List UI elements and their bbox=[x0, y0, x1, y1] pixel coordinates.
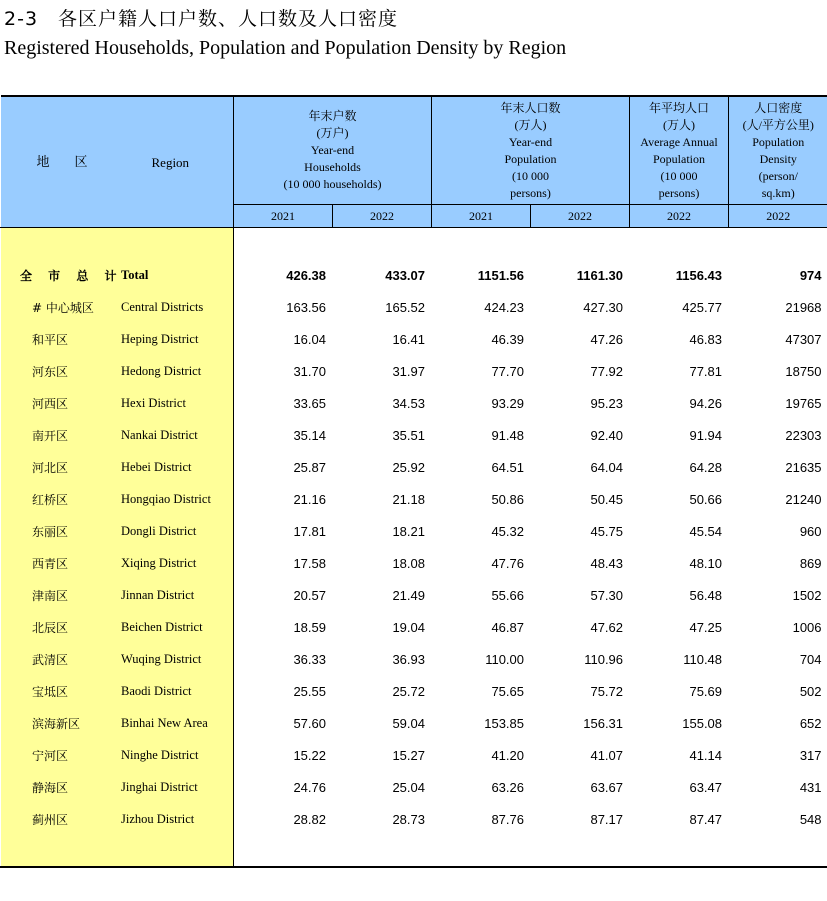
value-cell: 960 bbox=[799, 523, 822, 539]
value-cell: 47.62 bbox=[590, 619, 624, 635]
value-cell: 21240 bbox=[785, 491, 822, 507]
value-cell: 28.73 bbox=[392, 811, 425, 827]
region-name-en: Hedong District bbox=[121, 363, 202, 378]
table-row bbox=[1, 643, 827, 675]
value-cell: 55.66 bbox=[491, 587, 524, 603]
table-body bbox=[1, 228, 827, 868]
table-row bbox=[1, 323, 827, 355]
region-name-en: Binhai New Area bbox=[121, 715, 208, 730]
value-cell: 91.94 bbox=[689, 427, 723, 443]
value-cell: 1161.30 bbox=[576, 267, 624, 283]
region-cell bbox=[1, 387, 234, 419]
empty-cell bbox=[234, 835, 827, 867]
households-header bbox=[234, 96, 432, 205]
value-cell: 153.85 bbox=[484, 715, 524, 731]
value-cell: 50.86 bbox=[491, 491, 524, 507]
value-cell: 33.65 bbox=[293, 395, 326, 411]
table-row bbox=[1, 419, 827, 451]
region-name-en: Heping District bbox=[121, 331, 199, 346]
value-cell: 56.48 bbox=[689, 587, 723, 603]
value-cell: 95.23 bbox=[590, 395, 624, 411]
households-header-en2: Households bbox=[304, 160, 361, 174]
value-cell: 63.67 bbox=[590, 779, 624, 795]
value-cell: 18.59 bbox=[293, 619, 326, 635]
value-cell: 46.39 bbox=[491, 331, 524, 347]
density-header bbox=[729, 96, 827, 205]
region-name-en: Beichen District bbox=[121, 619, 203, 634]
value-cell: 25.55 bbox=[293, 683, 326, 699]
region-name-en: Dongli District bbox=[121, 523, 197, 538]
region-cell bbox=[1, 803, 234, 835]
region-cell bbox=[1, 291, 234, 323]
table-row bbox=[1, 451, 827, 483]
value-cell: 28.82 bbox=[293, 811, 326, 827]
region-name-cn: 和平区 bbox=[32, 332, 69, 347]
value-cell: 63.47 bbox=[689, 779, 723, 795]
value-cell: 155.08 bbox=[682, 715, 723, 731]
population-header-en1: Year-end bbox=[508, 134, 553, 149]
value-cell: 92.40 bbox=[590, 427, 624, 443]
avg-population-header-en1: Average Annual bbox=[640, 134, 718, 149]
value-cell: 64.51 bbox=[491, 459, 524, 475]
households-header-cn: 年末户数 bbox=[308, 109, 357, 123]
households-unit-cn: (万户) bbox=[316, 126, 349, 140]
region-cell bbox=[1, 228, 234, 260]
value-cell: 16.41 bbox=[392, 331, 425, 347]
value-cell: 41.14 bbox=[689, 747, 723, 763]
value-cell: 36.93 bbox=[392, 651, 425, 667]
value-cell: 18.21 bbox=[392, 523, 425, 539]
region-name-cn: 东丽区 bbox=[32, 524, 69, 539]
region-name-en: Jinnan District bbox=[121, 587, 195, 602]
value-cell: 45.54 bbox=[689, 523, 723, 539]
year-header: 2021 bbox=[234, 205, 333, 228]
value-cell: 15.27 bbox=[392, 747, 425, 763]
population-unit-en1: (10 000 bbox=[512, 168, 549, 183]
value-cell: 974 bbox=[799, 267, 822, 283]
region-cell bbox=[1, 259, 234, 291]
value-cell: 163.56 bbox=[286, 299, 326, 315]
value-cell: 1502 bbox=[792, 587, 822, 603]
table-row bbox=[1, 803, 827, 835]
density-header-en1: Population bbox=[752, 134, 805, 149]
value-cell: 652 bbox=[799, 715, 822, 731]
avg-population-header bbox=[630, 96, 729, 205]
region-cell bbox=[1, 483, 234, 515]
density-unit-en2: sq.km) bbox=[761, 185, 795, 200]
region-name-cn: 宁河区 bbox=[32, 748, 69, 763]
region-name-cn: # 中心城区 bbox=[32, 300, 94, 315]
empty-cell bbox=[234, 228, 827, 260]
value-cell: 57.60 bbox=[293, 715, 326, 731]
value-cell: 18750 bbox=[785, 363, 822, 379]
region-cell bbox=[1, 323, 234, 355]
value-cell: 48.10 bbox=[689, 555, 723, 571]
density-unit-cn: (人/平方公里) bbox=[742, 117, 814, 132]
region-name-en: Jizhou District bbox=[121, 811, 195, 826]
table-row bbox=[1, 771, 827, 803]
population-header-en2: Population bbox=[504, 151, 557, 166]
value-cell: 31.70 bbox=[293, 363, 326, 379]
density-header-cn: 人口密度 bbox=[754, 100, 803, 115]
value-cell: 110.96 bbox=[584, 651, 624, 667]
value-cell: 19.04 bbox=[392, 619, 425, 635]
value-cell: 15.22 bbox=[293, 747, 326, 763]
value-cell: 87.17 bbox=[590, 811, 624, 827]
region-name-cn: 宝坻区 bbox=[32, 684, 69, 699]
region-cell bbox=[1, 707, 234, 739]
value-cell: 57.30 bbox=[590, 587, 624, 603]
value-cell: 91.48 bbox=[491, 427, 524, 443]
table-row bbox=[1, 515, 827, 547]
spacer-row bbox=[1, 835, 827, 867]
region-name-en: Wuqing District bbox=[121, 651, 202, 666]
value-cell: 64.04 bbox=[590, 459, 624, 475]
value-cell: 63.26 bbox=[491, 779, 524, 795]
year-header: 2021 bbox=[432, 205, 531, 228]
region-cell bbox=[1, 355, 234, 387]
table-row bbox=[1, 259, 827, 291]
value-cell: 21.49 bbox=[392, 587, 425, 603]
year-header: 2022 bbox=[729, 205, 827, 228]
region-cell bbox=[1, 451, 234, 483]
table-row bbox=[1, 291, 827, 323]
value-cell: 77.81 bbox=[689, 363, 723, 379]
value-cell: 424.23 bbox=[484, 299, 524, 315]
value-cell: 502 bbox=[799, 683, 822, 699]
value-cell: 47307 bbox=[785, 331, 822, 347]
region-cell bbox=[1, 643, 234, 675]
region-name-cn: 津南区 bbox=[32, 588, 69, 603]
value-cell: 21.16 bbox=[293, 491, 326, 507]
value-cell: 21968 bbox=[785, 299, 822, 315]
value-cell: 20.57 bbox=[293, 587, 326, 603]
value-cell: 64.28 bbox=[689, 459, 723, 475]
value-cell: 59.04 bbox=[392, 715, 425, 731]
value-cell: 47.76 bbox=[491, 555, 524, 571]
table-row bbox=[1, 483, 827, 515]
region-cell bbox=[1, 675, 234, 707]
table-row bbox=[1, 675, 827, 707]
density-header-en2: Density bbox=[759, 151, 797, 166]
value-cell: 25.04 bbox=[392, 779, 425, 795]
value-cell: 41.07 bbox=[590, 747, 624, 763]
value-cell: 87.76 bbox=[491, 811, 524, 827]
region-cell bbox=[1, 835, 234, 867]
value-cell: 94.26 bbox=[689, 395, 723, 411]
value-cell: 433.07 bbox=[385, 267, 425, 283]
region-cell bbox=[1, 771, 234, 803]
value-cell: 45.75 bbox=[590, 523, 624, 539]
region-header-cn: 地 区 bbox=[36, 154, 94, 170]
year-header: 2022 bbox=[333, 205, 432, 228]
region-name-en: Xiqing District bbox=[121, 555, 197, 570]
value-cell: 25.92 bbox=[392, 459, 425, 475]
region-name-cn: 西青区 bbox=[32, 556, 69, 571]
region-cell bbox=[1, 611, 234, 643]
region-cell bbox=[1, 419, 234, 451]
value-cell: 25.87 bbox=[293, 459, 326, 475]
value-cell: 35.14 bbox=[293, 427, 326, 443]
value-cell: 431 bbox=[799, 779, 822, 795]
table-row bbox=[1, 611, 827, 643]
value-cell: 25.72 bbox=[392, 683, 425, 699]
avg-population-unit-en2: persons) bbox=[658, 185, 700, 200]
value-cell: 1151.56 bbox=[477, 267, 524, 283]
table-title-en: Registered Households, Population and Population Density by Region bbox=[4, 37, 567, 59]
value-cell: 77.70 bbox=[491, 363, 524, 379]
value-cell: 50.66 bbox=[689, 491, 723, 507]
region-name-en: Hexi District bbox=[121, 395, 186, 410]
value-cell: 21635 bbox=[785, 459, 822, 475]
region-name-en: Baodi District bbox=[121, 683, 192, 698]
table-row bbox=[1, 355, 827, 387]
spacer-row bbox=[1, 228, 827, 260]
region-name-cn: 河西区 bbox=[32, 396, 69, 411]
value-cell: 47.25 bbox=[689, 619, 723, 635]
value-cell: 87.47 bbox=[689, 811, 723, 827]
population-unit-cn: (万人) bbox=[514, 117, 547, 132]
table-row bbox=[1, 387, 827, 419]
value-cell: 110.00 bbox=[485, 651, 524, 667]
region-name-en: Central Districts bbox=[121, 299, 204, 314]
region-header-en: Region bbox=[151, 154, 190, 170]
value-cell: 426.38 bbox=[286, 267, 326, 283]
region-name-en: Jinghai District bbox=[121, 779, 198, 794]
region-name-en: Total bbox=[121, 267, 149, 282]
value-cell: 869 bbox=[799, 555, 822, 571]
region-name-cn: 河东区 bbox=[32, 364, 69, 379]
value-cell: 1156.43 bbox=[675, 267, 723, 283]
year-header: 2022 bbox=[531, 205, 630, 228]
population-header-cn: 年末人口数 bbox=[500, 100, 561, 115]
value-cell: 16.04 bbox=[293, 331, 326, 347]
value-cell: 34.53 bbox=[392, 395, 425, 411]
region-name-en: Nankai District bbox=[121, 427, 198, 442]
value-cell: 704 bbox=[799, 651, 822, 667]
region-name-cn: 静海区 bbox=[32, 780, 69, 795]
region-cell bbox=[1, 515, 234, 547]
region-name-cn: 北辰区 bbox=[32, 620, 69, 635]
value-cell: 548 bbox=[799, 811, 822, 827]
value-cell: 427.30 bbox=[583, 299, 624, 315]
value-cell: 24.76 bbox=[293, 779, 326, 795]
region-name-cn: 全 市 总 计 bbox=[20, 268, 123, 283]
region-name-cn: 河北区 bbox=[32, 460, 69, 475]
value-cell: 19765 bbox=[785, 395, 822, 411]
avg-population-unit-cn: (万人) bbox=[663, 117, 696, 132]
value-cell: 48.43 bbox=[590, 555, 624, 571]
data-table-container bbox=[0, 95, 827, 868]
value-cell: 93.29 bbox=[491, 395, 524, 411]
value-cell: 317 bbox=[799, 747, 822, 763]
value-cell: 50.45 bbox=[590, 491, 624, 507]
value-cell: 46.87 bbox=[491, 619, 524, 635]
value-cell: 22303 bbox=[785, 427, 822, 443]
population-unit-en2: persons) bbox=[510, 185, 551, 200]
value-cell: 35.51 bbox=[392, 427, 425, 443]
avg-population-header-cn: 年平均人口 bbox=[649, 100, 710, 115]
region-header bbox=[1, 96, 234, 228]
year-header: 2022 bbox=[630, 205, 729, 228]
value-cell: 110.48 bbox=[683, 651, 723, 667]
value-cell: 31.97 bbox=[392, 363, 425, 379]
avg-population-unit-en1: (10 000 bbox=[660, 168, 698, 183]
population-table bbox=[0, 95, 827, 868]
region-name-cn: 南开区 bbox=[32, 428, 69, 443]
region-cell bbox=[1, 739, 234, 771]
value-cell: 75.65 bbox=[491, 683, 524, 699]
value-cell: 41.20 bbox=[491, 747, 524, 763]
region-name-cn: 滨海新区 bbox=[32, 716, 81, 731]
value-cell: 156.31 bbox=[583, 715, 624, 731]
value-cell: 75.72 bbox=[590, 683, 624, 699]
value-cell: 18.08 bbox=[392, 555, 425, 571]
region-name-cn: 蓟州区 bbox=[32, 812, 69, 827]
region-name-en: Ninghe District bbox=[121, 747, 199, 762]
value-cell: 75.69 bbox=[689, 683, 723, 699]
value-cell: 425.77 bbox=[682, 299, 723, 315]
value-cell: 45.32 bbox=[491, 523, 524, 539]
table-row bbox=[1, 547, 827, 579]
value-cell: 17.81 bbox=[293, 523, 326, 539]
region-name-cn: 武清区 bbox=[32, 652, 69, 667]
value-cell: 17.58 bbox=[293, 555, 326, 571]
value-cell: 1006 bbox=[792, 619, 822, 635]
population-header bbox=[432, 96, 630, 205]
avg-population-header-en2: Population bbox=[653, 151, 706, 166]
value-cell: 77.92 bbox=[590, 363, 624, 379]
households-unit-en: (10 000 households) bbox=[283, 177, 382, 191]
value-cell: 46.83 bbox=[689, 331, 723, 347]
region-cell bbox=[1, 547, 234, 579]
density-unit-en1: (person/ bbox=[758, 168, 798, 183]
region-name-cn: 红桥区 bbox=[32, 492, 69, 507]
value-cell: 165.52 bbox=[385, 299, 425, 315]
value-cell: 21.18 bbox=[392, 491, 425, 507]
table-row bbox=[1, 579, 827, 611]
value-cell: 47.26 bbox=[590, 331, 624, 347]
region-name-en: Hongqiao District bbox=[121, 491, 211, 506]
region-name-en: Hebei District bbox=[121, 459, 192, 474]
table-row bbox=[1, 707, 827, 739]
table-row bbox=[1, 739, 827, 771]
table-title-cn: 2-3 各区户籍人口户数、人口数及人口密度 bbox=[4, 8, 399, 30]
households-header-en1: Year-end bbox=[310, 143, 355, 157]
value-cell: 36.33 bbox=[293, 651, 326, 667]
region-cell bbox=[1, 579, 234, 611]
